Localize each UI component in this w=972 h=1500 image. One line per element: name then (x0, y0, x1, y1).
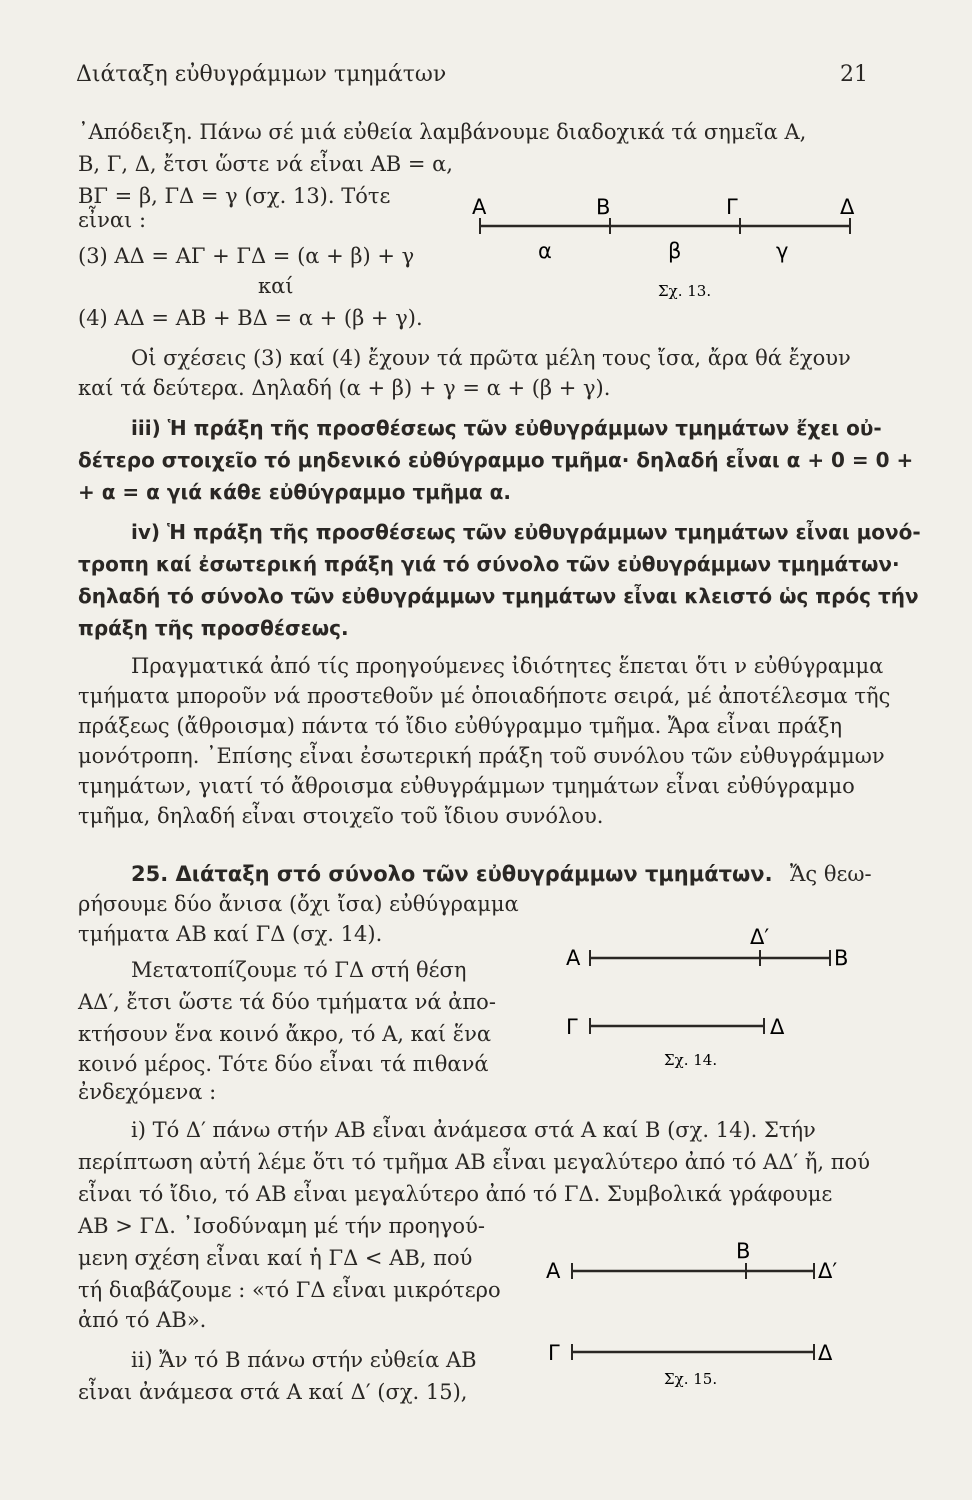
fig15-point-label: Γ (548, 1341, 560, 1365)
equation-3: (3) ΑΔ = ΑΓ + ΓΔ = (α + β) + γ (78, 244, 415, 268)
fig14-point-label: Α (566, 946, 581, 970)
fig13-segment-label: γ (776, 239, 789, 263)
text-line: Β, Γ, Δ, ἔτσι ὥστε νά εἶναι ΑΒ = α, (78, 152, 453, 176)
fig14-point-label: Γ (566, 1015, 578, 1039)
text-line: δέτερο στοιχεῖο τό μηδενικό εὐθύγραμμο τμῆμα· δηλαδή εἶναι α + 0 = 0 + (78, 448, 914, 472)
fig13-point-label: Γ (726, 195, 738, 219)
text-line: πράξη τῆς προσθέσεως. (78, 616, 349, 640)
fig14-point-label: Β (834, 946, 849, 970)
text-line: κοινό μέρος. Τότε δύο εἶναι τά πιθανά (78, 1052, 489, 1076)
case-i: i) Τό Δ′ πάνω στήν ΑΒ εἶναι ἀνάμεσα στά Α καί Β (σχ. 14). Στήν (131, 1118, 816, 1142)
fig13-segment-label: α (538, 239, 552, 263)
text-line: ΑΔ′, ἔτσι ὥστε τά δύο τμήματα νά ἀπο- (78, 990, 496, 1014)
text-line: ἐνδεχόμενα : (78, 1080, 217, 1104)
text-line: μενη σχέση εἶναι καί ἡ ΓΔ < ΑΒ, πού (78, 1246, 473, 1270)
text-line: δηλαδή τό σύνολο τῶν εὐθυγράμμων τμημάτων εἶναι κλειστό ὡς πρός τήν (78, 584, 919, 608)
figure-14 (560, 920, 880, 1080)
property-iv: iv) Ἡ πράξη τῆς προσθέσεως τῶν εὐθυγράμμων τμημάτων εἶναι μονό- (131, 520, 921, 544)
fig14-point-label: Δ′ (750, 925, 770, 949)
text-line: καί (258, 274, 294, 298)
text-line: εἶναι τό ἴδιο, τό ΑΒ εἶναι μεγαλύτερο ἀπό τό ΓΔ. Συμβολικά γράφουμε (78, 1182, 833, 1206)
figure-13 (470, 186, 870, 306)
property-iii: iii) Ἡ πράξη τῆς προσθέσεως τῶν εὐθυγράμμων τμημάτων ἔχει οὐ- (131, 416, 882, 440)
text-line: μονότροπη. ᾽Επίσης εἶναι ἐσωτερική πράξη τοῦ συνόλου τῶν εὐθυγράμμων (78, 744, 885, 768)
text-line: Μετατοπίζουμε τό ΓΔ στή θέση (131, 958, 467, 982)
section-heading-25: 25. Διάταξη στό σύνολο τῶν εὐθυγράμμων τμημάτων. (131, 862, 773, 886)
fig13-point-label: Α (472, 195, 487, 219)
text-line: ΑΒ > ΓΔ. ᾽Ισοδύναμη μέ τήν προηγού- (78, 1214, 485, 1238)
text-line: τροπη καί ἐσωτερική πράξη γιά τό σύνολο τῶν εὐθυγράμμων τμημάτων· (78, 552, 900, 576)
fig13-point-label: Δ (840, 195, 855, 219)
figure-15 (540, 1228, 880, 1388)
text-line: τή διαβάζουμε : «τό ΓΔ εἶναι μικρότερο (78, 1278, 501, 1302)
text-line: ΒΓ = β, ΓΔ = γ (σχ. 13). Τότε (78, 184, 391, 208)
text-line: καί τά δεύτερα. Δηλαδή (α + β) + γ = α + (β + γ). (78, 376, 611, 400)
text-line: τμήματα ΑΒ καί ΓΔ (σχ. 14). (78, 922, 383, 946)
text-line: τμημάτων, γιατί τό ἄθροισμα εὐθυγράμμων τμημάτων εἶναι εὐθύγραμμο (78, 774, 855, 798)
page-number: 21 (840, 62, 868, 87)
fig15-point-label: Δ (818, 1341, 833, 1365)
fig15-caption: Σχ. 15. (664, 1370, 718, 1388)
fig13-segment-label: β (668, 239, 682, 263)
text-line: κτήσουν ἕνα κοινό ἄκρο, τό Α, καί ἕνα (78, 1022, 492, 1046)
fig14-caption: Σχ. 14. (664, 1051, 718, 1069)
text-line: Οἱ σχέσεις (3) καί (4) ἔχουν τά πρῶτα μέλη τους ἴσα, ἄρα θά ἔχουν (131, 346, 851, 370)
running-header: Διάταξη εὐθυγράμμων τμημάτων (76, 62, 447, 87)
case-ii: ii) Ἄν τό Β πάνω στήν εὐθεία ΑΒ (131, 1348, 477, 1372)
fig15-point-label: Δ′ (818, 1259, 838, 1283)
text-line: + α = α γιά κάθε εὐθύγραμμο τμῆμα α. (78, 480, 511, 504)
equation-4: (4) ΑΔ = ΑΒ + ΒΔ = α + (β + γ). (78, 306, 423, 330)
text-line: τμῆμα, δηλαδή εἶναι στοιχεῖο τοῦ ἴδιου συνόλου. (78, 804, 604, 828)
text-line: Ἄς θεω- (790, 862, 872, 886)
text-line: πράξεως (ἄθροισμα) πάντα τό ἴδιο εὐθύγραμμο τμῆμα. Ἄρα εἶναι πράξη (78, 714, 843, 738)
text-line: ρήσουμε δύο ἄνισα (ὄχι ἴσα) εὐθύγραμμα (78, 892, 519, 916)
text-line: ᾽Απόδειξη. Πάνω σέ μιά εὐθεία λαμβάνουμε διαδοχικά τά σημεῖα Α, (78, 120, 807, 144)
fig13-caption: Σχ. 13. (658, 282, 712, 300)
fig15-point-label: Β (736, 1239, 751, 1263)
text-line: Πραγματικά ἀπό τίς προηγούμενες ἰδιότητες ἕπεται ὅτι ν εὐθύγραμμα (131, 654, 884, 678)
text-line: εἶναι ἀνάμεσα στά Α καί Δ′ (σχ. 15), (78, 1380, 468, 1404)
text-line: περίπτωση αὐτή λέμε ὅτι τό τμῆμα ΑΒ εἶναι μεγαλύτερο ἀπό τό ΑΔ′ ἤ, πού (78, 1150, 870, 1174)
text-line: ἀπό τό ΑΒ». (78, 1308, 207, 1332)
text-line: εἶναι : (78, 208, 147, 232)
text-line: τμήματα μποροῦν νά προστεθοῦν μέ ὁποιαδήποτε σειρά, μέ ἀποτέλεσμα τῆς (78, 684, 891, 708)
fig14-point-label: Δ (770, 1015, 785, 1039)
fig15-point-label: Α (546, 1259, 561, 1283)
fig13-point-label: Β (596, 195, 611, 219)
